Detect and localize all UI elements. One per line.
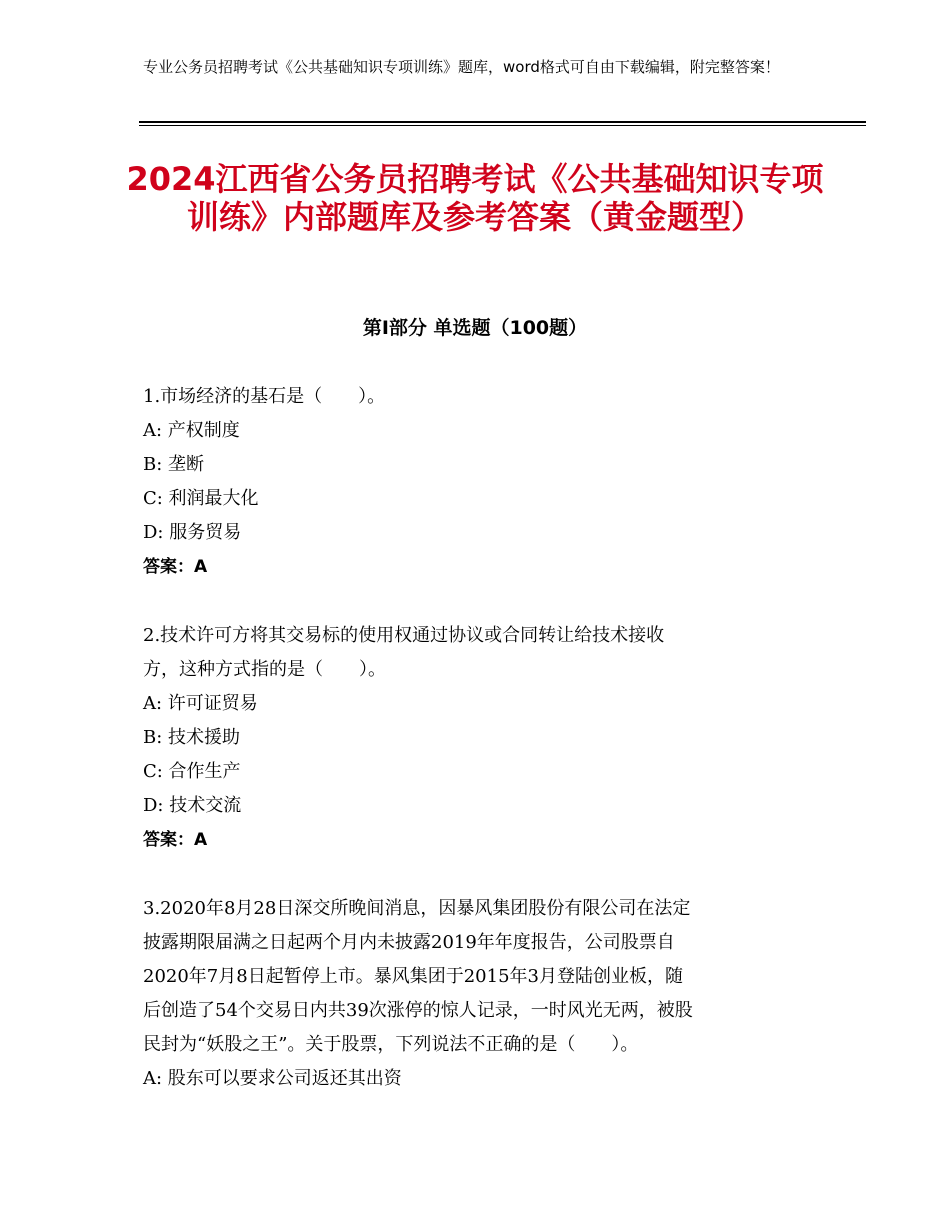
question-1-option-a: A: 产权制度 [143,420,240,441]
header-rule-thin [139,125,866,126]
question-2-stem-line-1: 2.技术许可方将其交易标的使用权通过协议或合同转让给技术接收 [143,625,665,646]
question-2-answer: 答案：A [143,830,208,850]
question-3-stem-line-2: 披露期限届满之日起两个月内未披露2019年年度报告，公司股票自 [143,932,675,953]
question-2-option-a: A: 许可证贸易 [143,693,258,714]
header-note: 专业公务员招聘考试《公共基础知识专项训练》题库，word格式可自由下载编辑，附完整答案！ [143,58,780,76]
question-2-option-b: B: 技术援助 [143,727,241,748]
question-3-stem-line-1: 3.2020年8月28日深交所晚间消息，因暴风集团股份有限公司在法定 [143,898,691,919]
question-2-option-c: C: 合作生产 [143,761,241,782]
header-rule [139,121,866,123]
question-1-answer: 答案：A [143,557,208,577]
question-3-stem-line-5: 民封为“妖股之王”。关于股票，下列说法不正确的是（ ）。 [143,1034,639,1055]
question-1-option-d: D: 服务贸易 [143,522,242,543]
question-1-option-b: B: 垄断 [143,454,205,475]
question-3-option-a: A: 股东可以要求公司返还其出资 [143,1068,402,1089]
question-1-option-c: C: 利润最大化 [143,488,259,509]
question-2-stem-line-2: 方，这种方式指的是（ ）。 [143,659,386,680]
document-title: 2024江西省公务员招聘考试《公共基础知识专项训练》内部题库及参考答案（黄金题型） [126,160,824,236]
question-3-stem-line-3: 2020年7月8日起暂停上市。暴风集团于2015年3月登陆创业板，随 [143,966,683,987]
question-3-stem-line-4: 后创造了54个交易日内共39次涨停的惊人记录，一时风光无两，被股 [143,1000,693,1021]
question-2-option-d: D: 技术交流 [143,795,242,816]
section-heading: 第I部分 单选题（100题） [362,317,588,339]
question-1-stem: 1.市场经济的基石是（ ）。 [143,386,386,407]
